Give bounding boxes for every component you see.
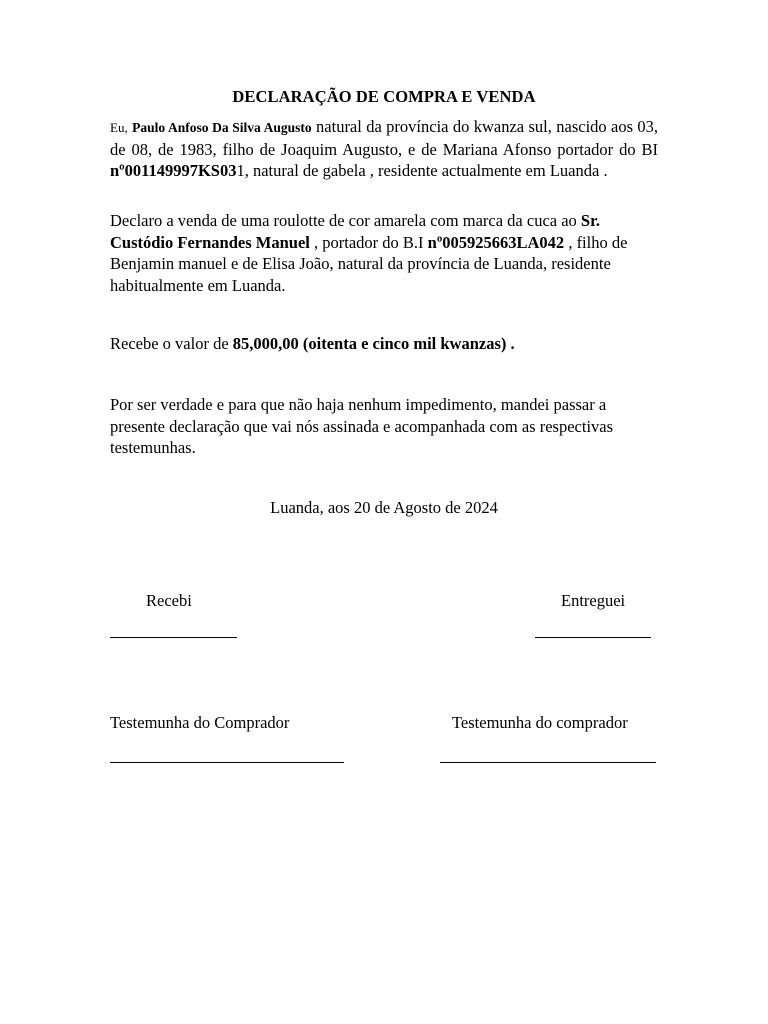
seller-residence-text: , natural de gabela , residente actualmente em Luanda . <box>244 161 608 180</box>
sale-text: Declaro a venda de uma roulotte de cor amarela com marca da cuca ao <box>110 211 581 230</box>
amount-paragraph <box>110 333 658 355</box>
seller-bi-tail: 1 <box>236 161 245 180</box>
delivered-signature-line <box>535 637 651 638</box>
received-label: Recebi <box>146 591 192 610</box>
eu-text: Eu, <box>110 120 128 135</box>
buyer-bi-number: nº005925663LA042 <box>427 232 565 252</box>
witness-buyer-label-left: Testemunha do Comprador <box>110 713 290 732</box>
amount-label: Recebe o valor de <box>110 334 233 353</box>
buyer-bi-label: , portador do B.I <box>309 232 428 252</box>
seller-name: Paulo Anfoso Da Silva Augusto <box>132 120 312 135</box>
delivered-label: Entreguei <box>561 591 626 610</box>
witness-left-signature-line <box>110 762 344 763</box>
seller-bi-number: nº001149997KS03 <box>110 161 237 180</box>
witness-right-signature-line <box>440 762 656 763</box>
amount-value: 85,000,00 (oitenta e cinco mil kwanzas) . <box>232 334 515 353</box>
document-title: DECLARAÇÃO DE COMPRA E VENDA <box>232 87 536 106</box>
date-line: Luanda, aos 20 de Agosto de 2024 <box>270 498 498 517</box>
witness-buyer-label-right: Testemunha do comprador <box>452 713 628 732</box>
closing-paragraph: Por ser verdade e para que não haja nenhum impedimento, mandei passar a presente declaração que vai nós assinada e acompanhada com as respectivas testemunhas. <box>110 395 614 457</box>
seller-details-text: natural da província do kwanza sul, nascido aos 03, de 08, de 1983, filho de Joaquim Augusto, e de Mariana Afonso portador do BI <box>110 117 659 159</box>
seller-identification-paragraph <box>110 116 658 182</box>
buyer-name: Sr. Custódio Fernandes Manuel <box>110 211 601 252</box>
sale-declaration-paragraph <box>110 210 658 296</box>
received-signature-line <box>110 637 237 638</box>
buyer-details-text: , filho de Benjamin manuel e de Elisa João, natural da província de Luanda, residente habitualmente em Luanda. <box>110 232 628 295</box>
